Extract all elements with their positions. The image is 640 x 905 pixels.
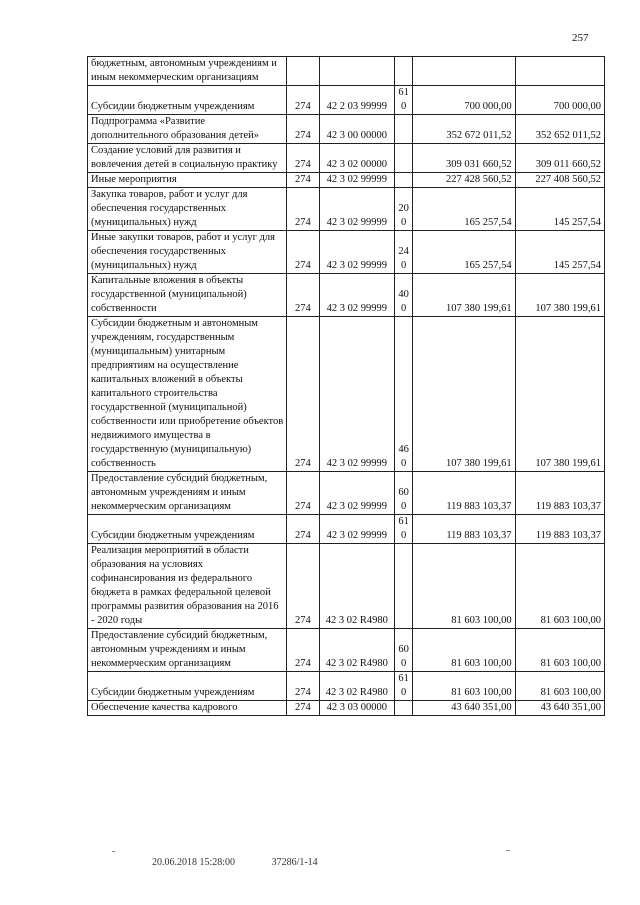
row-ved-code: 274	[287, 672, 319, 701]
table-row	[88, 544, 605, 629]
row-ved-code: 274	[287, 188, 319, 231]
row-name: Подпрограмма «Развитие дополнительного образования детей»	[88, 115, 287, 144]
row-name: Субсидии бюджетным учреждениям	[88, 515, 287, 544]
row-name: Реализация мероприятий в области образования на условиях софинансирования из федерального бюджета в рамках федеральной целевой программы развития образования на 2016 - 2020 годы	[88, 544, 287, 629]
document-footer	[152, 857, 318, 868]
row-name: Предоставление субсидий бюджетным, автономным учреждениям и иным некоммерческим организациям	[88, 629, 287, 672]
table-row	[88, 144, 605, 173]
row-sum-year1: 107 380 199,61	[413, 317, 515, 472]
table-row	[88, 672, 605, 701]
row-sum-year2: 107 380 199,61	[515, 317, 604, 472]
row-sum-year2: 145 257,54	[515, 188, 604, 231]
row-sum-year1: 700 000,00	[413, 86, 515, 115]
row-name: Капитальные вложения в объекты государственной (муниципальной) собственности	[88, 274, 287, 317]
row-sum-year2: 81 603 100,00	[515, 672, 604, 701]
row-sum-year2: 309 011 660,52	[515, 144, 604, 173]
row-sum-year2: 81 603 100,00	[515, 544, 604, 629]
row-ved-code: 274	[287, 472, 319, 515]
row-sum-year1: 165 257,54	[413, 188, 515, 231]
row-ved-code: 274	[287, 629, 319, 672]
table-row	[88, 188, 605, 231]
row-ved-code: 274	[287, 515, 319, 544]
row-vr-code	[394, 144, 412, 173]
row-sum-year1: 43 640 351,00	[413, 701, 515, 716]
row-sum-year1: 309 031 660,52	[413, 144, 515, 173]
row-csr-code: 42 3 02 99999	[319, 472, 394, 515]
row-vr-code	[394, 57, 412, 86]
table-row	[88, 472, 605, 515]
row-sum-year1: 227 428 560,52	[413, 173, 515, 188]
row-name: Субсидии бюджетным учреждениям	[88, 86, 287, 115]
row-name: Иные мероприятия	[88, 173, 287, 188]
row-ved-code: 274	[287, 317, 319, 472]
row-ved-code: 274	[287, 274, 319, 317]
row-sum-year2: 119 883 103,37	[515, 515, 604, 544]
table-row	[88, 115, 605, 144]
row-csr-code: 42 3 02 99999	[319, 515, 394, 544]
row-name: Иные закупки товаров, работ и услуг для обеспечения государственных (муниципальных) нужд	[88, 231, 287, 274]
row-vr-code: 600	[394, 629, 412, 672]
page-number: 257	[572, 32, 589, 44]
row-sum-year2: 119 883 103,37	[515, 472, 604, 515]
row-csr-code: 42 3 02 99999	[319, 173, 394, 188]
row-vr-code: 200	[394, 188, 412, 231]
row-vr-code: 240	[394, 231, 412, 274]
budget-table	[87, 56, 605, 716]
row-csr-code: 42 3 02 R4980	[319, 629, 394, 672]
row-csr-code: 42 3 02 99999	[319, 274, 394, 317]
row-sum-year1: 81 603 100,00	[413, 629, 515, 672]
row-csr-code: 42 3 02 99999	[319, 188, 394, 231]
row-sum-year1	[413, 57, 515, 86]
row-name: Создание условий для развития и вовлечения детей в социальную практику	[88, 144, 287, 173]
row-name: Субсидии бюджетным учреждениям	[88, 672, 287, 701]
row-sum-year1: 81 603 100,00	[413, 544, 515, 629]
table-row	[88, 317, 605, 472]
footer-datetime: 20.06.2018 15:28:00	[152, 857, 236, 868]
row-name: Субсидии бюджетным и автономным учреждениям, государственным (муниципальным) унитарным предприятиям на осуществление капитальных вложений в объекты капитального строительства государственной (муниципальной) собственности или приобретение объектов недвижимого имущества в государственную (муниципальную) собственность	[88, 317, 287, 472]
row-ved-code	[287, 57, 319, 86]
row-vr-code: 460	[394, 317, 412, 472]
row-name: бюджетным, автономным учреждениям и иным некоммерческим организациям	[88, 57, 287, 86]
row-csr-code: 42 3 00 00000	[319, 115, 394, 144]
row-csr-code: 42 3 03 00000	[319, 701, 394, 716]
row-vr-code	[394, 173, 412, 188]
row-vr-code	[394, 115, 412, 144]
row-name: Обеспечение качества кадрового	[88, 701, 287, 716]
row-sum-year2: 700 000,00	[515, 86, 604, 115]
table-row	[88, 57, 605, 86]
row-csr-code: 42 2 03 99999	[319, 86, 394, 115]
row-name: Закупка товаров, работ и услуг для обеспечения государственных (муниципальных) нужд	[88, 188, 287, 231]
row-csr-code: 42 3 02 00000	[319, 144, 394, 173]
row-csr-code	[319, 57, 394, 86]
row-sum-year2: 81 603 100,00	[515, 629, 604, 672]
row-sum-year2: 43 640 351,00	[515, 701, 604, 716]
table-row	[88, 231, 605, 274]
row-sum-year2	[515, 57, 604, 86]
row-sum-year2: 145 257,54	[515, 231, 604, 274]
table-row	[88, 86, 605, 115]
table-row	[88, 274, 605, 317]
row-vr-code: 400	[394, 274, 412, 317]
row-csr-code: 42 3 02 R4980	[319, 544, 394, 629]
scan-mark	[112, 851, 115, 852]
row-vr-code: 610	[394, 515, 412, 544]
row-sum-year1: 119 883 103,37	[413, 515, 515, 544]
row-sum-year1: 165 257,54	[413, 231, 515, 274]
table-row	[88, 701, 605, 716]
row-sum-year1: 107 380 199,61	[413, 274, 515, 317]
row-ved-code: 274	[287, 115, 319, 144]
scan-mark	[506, 850, 510, 851]
budget-table-body	[88, 57, 605, 716]
row-vr-code: 610	[394, 86, 412, 115]
row-ved-code: 274	[287, 544, 319, 629]
row-sum-year1: 119 883 103,37	[413, 472, 515, 515]
row-ved-code: 274	[287, 86, 319, 115]
row-ved-code: 274	[287, 144, 319, 173]
row-name: Предоставление субсидий бюджетным, автономным учреждениям и иным некоммерческим организациям	[88, 472, 287, 515]
row-ved-code: 274	[287, 701, 319, 716]
row-sum-year2: 227 408 560,52	[515, 173, 604, 188]
row-vr-code	[394, 701, 412, 716]
row-csr-code: 42 3 02 99999	[319, 317, 394, 472]
row-csr-code: 42 3 02 99999	[319, 231, 394, 274]
row-sum-year2: 352 652 011,52	[515, 115, 604, 144]
table-row	[88, 173, 605, 188]
table-row	[88, 629, 605, 672]
row-sum-year2: 107 380 199,61	[515, 274, 604, 317]
row-ved-code: 274	[287, 173, 319, 188]
table-row	[88, 515, 605, 544]
row-csr-code: 42 3 02 R4980	[319, 672, 394, 701]
row-sum-year1: 352 672 011,52	[413, 115, 515, 144]
row-vr-code: 600	[394, 472, 412, 515]
row-vr-code	[394, 544, 412, 629]
row-vr-code: 610	[394, 672, 412, 701]
footer-doc-number: 37286/1-14	[271, 857, 318, 868]
row-sum-year1: 81 603 100,00	[413, 672, 515, 701]
row-ved-code: 274	[287, 231, 319, 274]
